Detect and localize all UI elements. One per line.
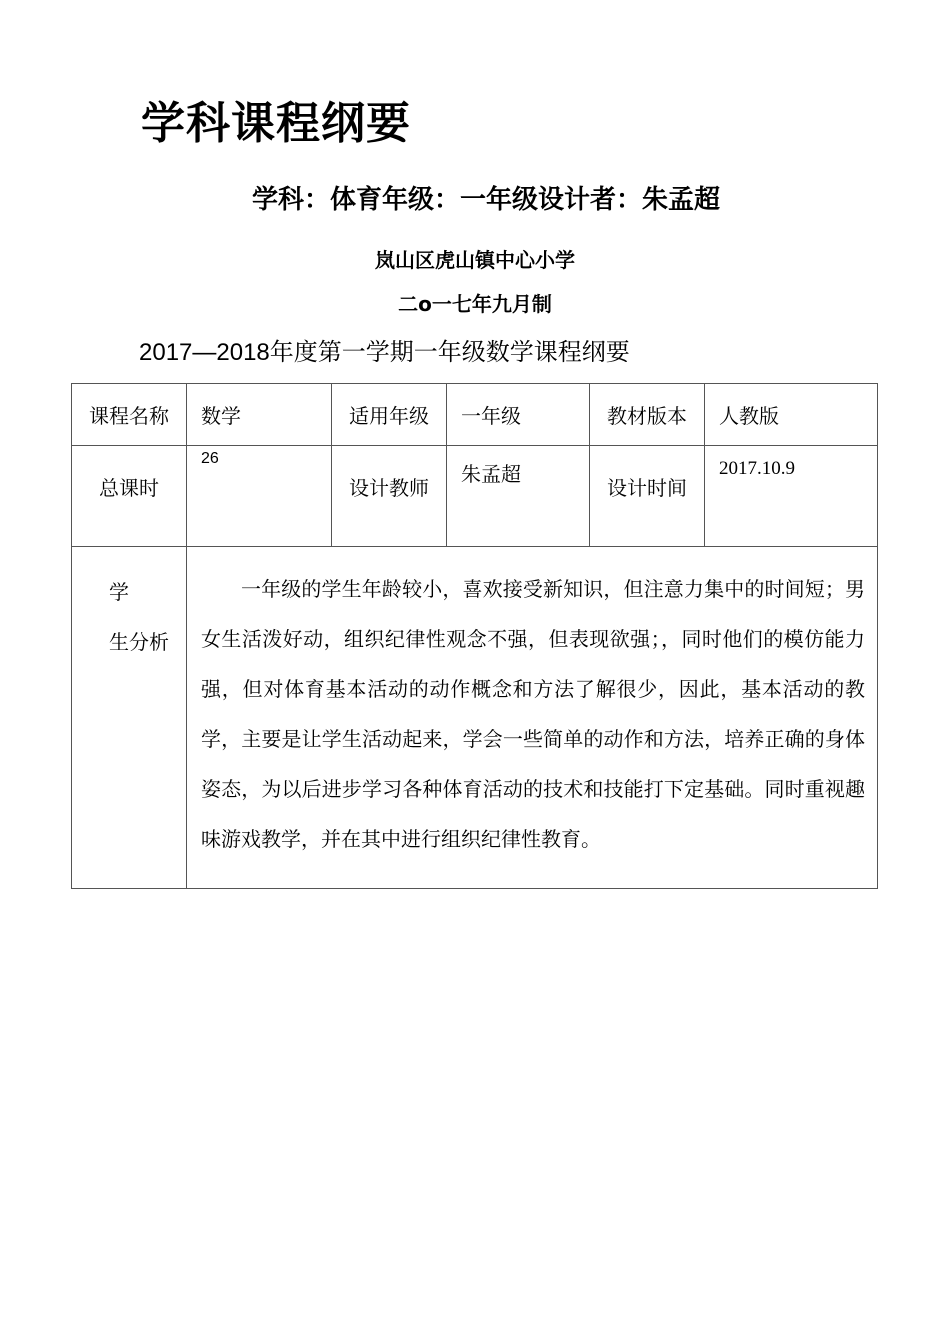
student-analysis-label [72,547,187,889]
design-teacher-label: 设计教师 [332,446,447,547]
grade-value: 一年级 [447,384,590,446]
course-name-value: 数学 [187,384,332,446]
edition-value: 人教版 [705,384,878,446]
edition-label: 教材版本 [590,384,705,446]
student-analysis-label-line1: 学 [109,580,129,604]
course-name-label: 课程名称 [72,384,187,446]
course-outline-heading [139,336,630,369]
subject-info-line: 学科：体育年级：一年级设计者：朱孟超 [251,185,720,215]
student-analysis-text: 一年级的学生年龄较小，喜欢接受新知识，但注意力集中的时间短；男女生活泼好动，组织纪律性观念不强，但表现欲强；，同时他们的模仿能力强，但对体育基本活动的动作概念和方法了解很少，因此，基本活动的教学，主要是让学生活动起来，学会一些简单的动作和方法，培养正确的身体姿态，为以后进步学习各种体育活动的技术和技能打下定基础。同时重视趣味游戏教学，并在其中进行组织纪律性教育。 [187,547,878,889]
made-date: 二o一七年九月制 [398,292,552,316]
design-teacher-value: 朱孟超 [447,446,590,547]
heading-text: 年度第一学期一年级数学课程纲要 [269,338,630,366]
school-name: 岚山区虎山镇中心小学 [375,248,575,272]
table-row [72,384,878,446]
student-analysis-label-line2: 生分析 [109,630,169,654]
document-title: 学科课程纲要 [141,98,411,149]
heading-years: 2017—2018 [139,339,270,366]
grade-label: 适用年级 [332,384,447,446]
total-hours-label: 总课时 [72,446,187,547]
total-hours-value: 26 [187,446,332,547]
table-row [72,547,878,889]
table-row [72,446,878,547]
design-time-value: 2017.10.9 [705,446,878,547]
design-time-label: 设计时间 [590,446,705,547]
course-outline-table [71,383,878,889]
